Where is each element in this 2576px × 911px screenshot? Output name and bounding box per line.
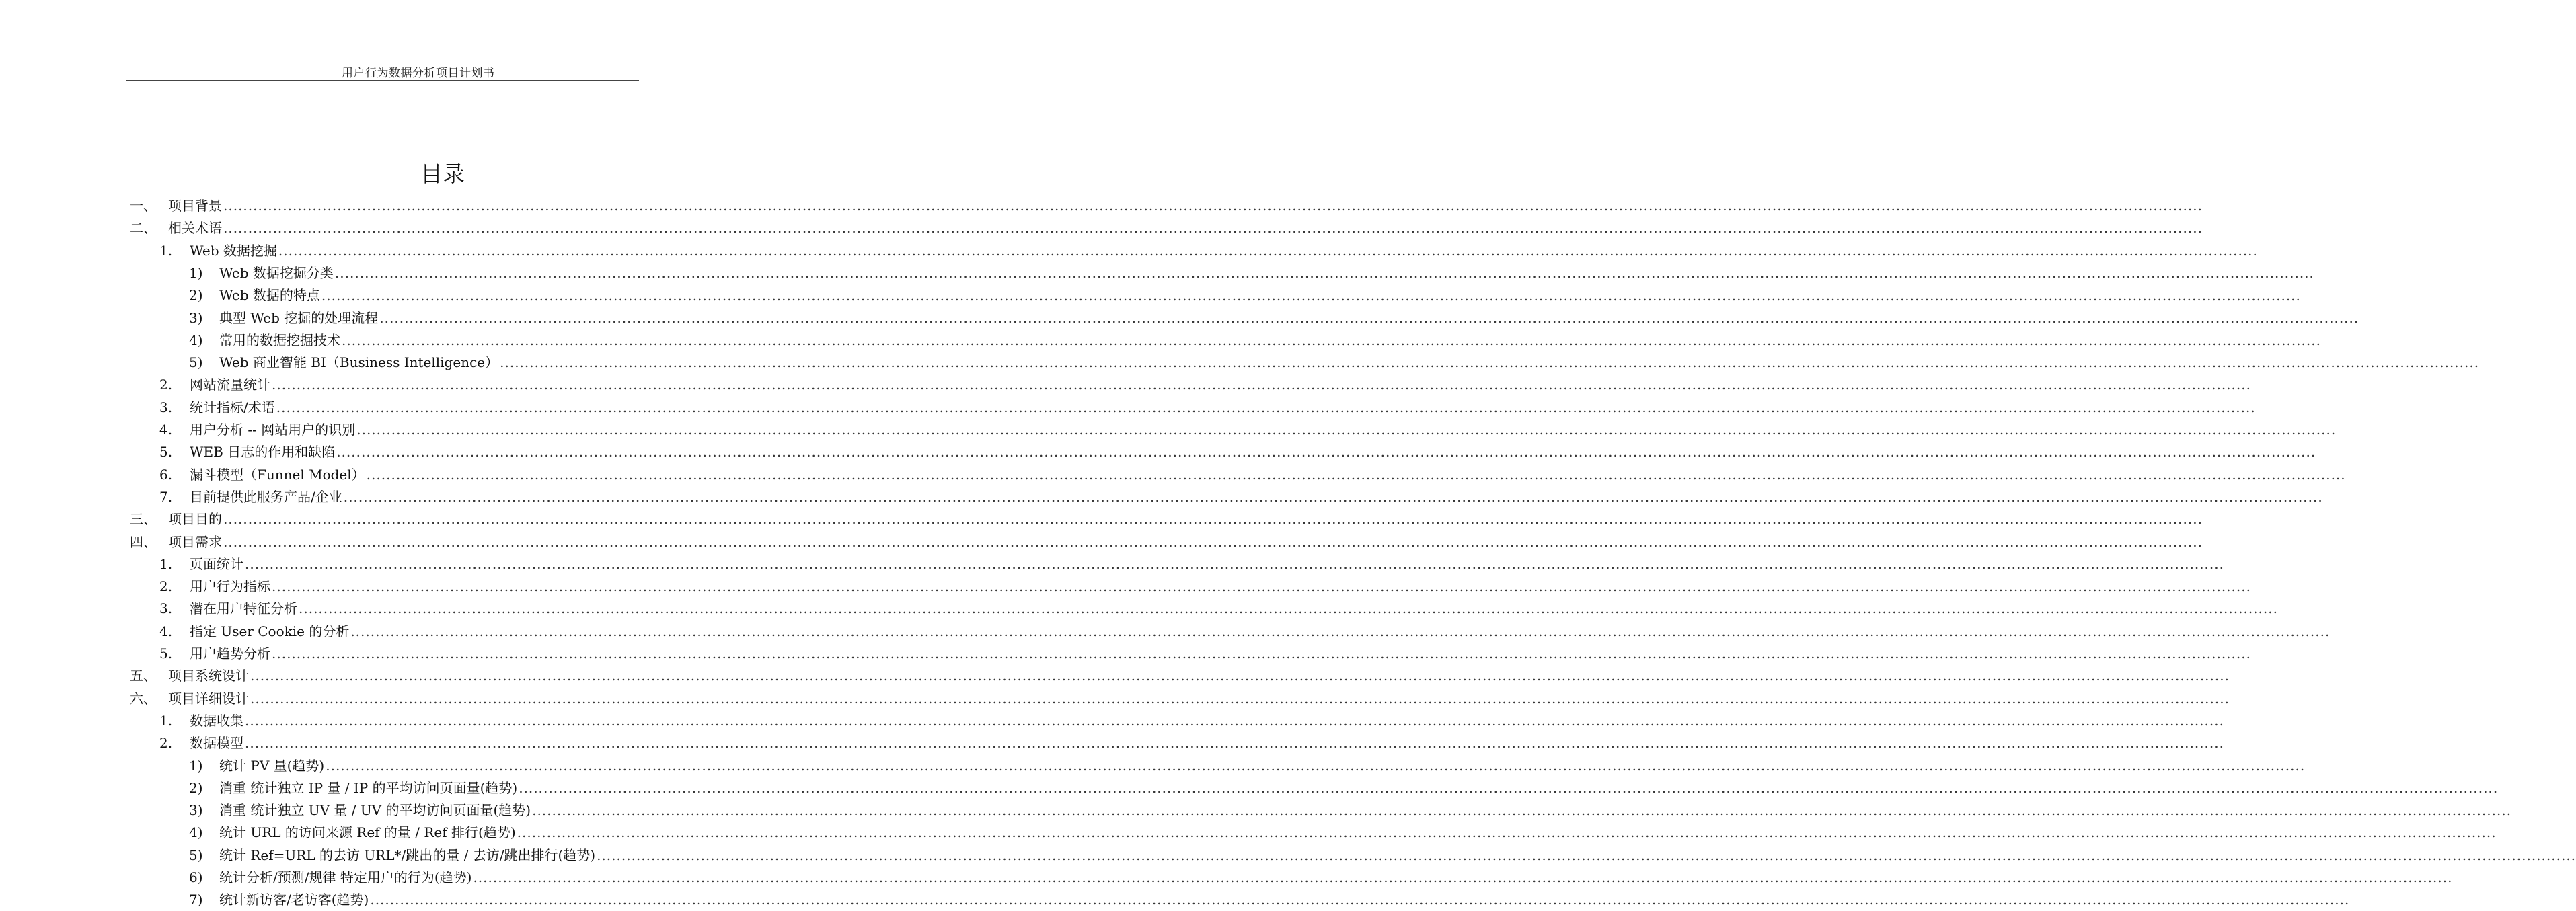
toc-entry-body [168,665,2230,687]
toc-entry-body [219,889,2350,911]
toc-entry-label: 消重 统计独立 IP 量 / IP 的平均访问页面量(趋势) [219,779,518,796]
toc-entry[interactable] [0,822,2497,844]
toc-dot-leader: ................................................................................................................................................................................................................................................................................................................................................................................................................ [223,198,2203,214]
toc-entry-number: 3) [189,802,203,819]
toc-entry-body [219,352,2480,374]
toc-dot-leader: ................................................................................................................................................................................................................................................................................................................................................................................................................ [334,264,2314,281]
toc-entry-label: Web 数据挖掘 [190,242,277,259]
toc-dot-leader: ................................................................................................................................................................................................................................................................................................................................................................................................................ [276,399,2256,415]
toc-entry-body [190,598,2278,620]
toc-dot-leader: ................................................................................................................................................................................................................................................................................................................................................................................................................ [250,668,2230,684]
toc-entry-label: WEB 日志的作用和缺陷 [190,444,336,461]
toc-entry-label: 数据模型 [190,735,243,752]
toc-entry-label: 用户行为指标 [190,578,270,595]
toc-entry[interactable] [0,217,2203,239]
toc-dot-leader: ................................................................................................................................................................................................................................................................................................................................................................................................................ [343,488,2323,505]
toc-entry-label: 潜在用户特征分析 [190,600,297,617]
toc-entry-number: 1. [159,712,173,729]
toc-entry-body [168,688,2230,710]
toc-entry[interactable] [0,284,2301,307]
toc-entry-body [190,464,2346,486]
toc-entry-label: 常用的数据挖掘技术 [219,331,340,348]
toc-entry[interactable] [0,755,2306,777]
toc-entry[interactable] [0,844,2576,867]
toc-dot-leader: ................................................................................................................................................................................................................................................................................................................................................................................................................ [223,533,2203,550]
toc-entry-label: 数据收集 [190,712,243,729]
toc-entry-body [190,732,2224,754]
toc-entry-body [190,643,2251,665]
toc-entry-body [190,441,2316,463]
toc-entry-body [168,195,2203,217]
toc-entry-body [190,419,2337,441]
toc-entry-label: 漏斗模型（Funnel Model） [190,466,365,483]
toc-entry-number: 7. [159,488,173,505]
toc-dot-leader: ................................................................................................................................................................................................................................................................................................................................................................................................................ [245,712,2224,729]
toc-entry-label: Web 商业智能 BI（Business Intelligence） [219,354,499,371]
toc-entry-number: 5) [189,354,203,371]
toc-entry-number: 3. [159,399,173,415]
toc-entry[interactable] [0,889,2350,911]
toc-entry[interactable] [0,307,2359,329]
toc-entry-number: 2. [159,735,173,752]
toc-entry-number: 6. [159,466,173,483]
toc-dot-leader: ................................................................................................................................................................................................................................................................................................................................................................................................................ [597,846,2576,863]
toc-entry-number: 五、 [130,668,157,684]
toc-entry-body [190,553,2224,576]
toc-entry-number: 2. [159,377,173,393]
toc-entry-number: 六、 [130,690,157,707]
toc-entry-label: 统计 URL 的访问来源 Ref 的量 / Ref 排行(趋势) [219,824,516,841]
toc-entry-body [190,621,2331,643]
toc-entry[interactable] [0,688,2230,710]
toc-dot-leader: ................................................................................................................................................................................................................................................................................................................................................................................................................ [519,779,2499,796]
toc-dot-leader: ................................................................................................................................................................................................................................................................................................................................................................................................................ [245,735,2224,752]
toc-entry-body [219,777,2499,799]
toc-entry-label: Web 数据挖掘分类 [219,264,334,281]
toc-dot-leader: ................................................................................................................................................................................................................................................................................................................................................................................................................ [342,331,2321,348]
toc-title: 目录 [420,161,465,187]
toc-entry-body [190,710,2224,732]
toc-entry-label: 统计分析/预测/规律 特定用户的行为(趋势) [219,869,472,885]
toc-dot-leader: ................................................................................................................................................................................................................................................................................................................................................................................................................ [223,220,2203,237]
toc-entry-label: 项目目的 [168,511,222,528]
toc-entry-label: 项目背景 [168,198,222,214]
toc-dot-leader: ................................................................................................................................................................................................................................................................................................................................................................................................................ [272,377,2251,393]
toc-entry[interactable] [0,643,2251,665]
toc-entry-label: 网站流量统计 [190,377,270,393]
toc-entry[interactable] [0,777,2499,799]
toc-dot-leader: ................................................................................................................................................................................................................................................................................................................................................................................................................ [223,511,2203,528]
toc-entry-number: 4) [189,824,203,841]
toc-entry-label: Web 数据的特点 [219,287,320,304]
toc-entry-number: 2. [159,578,173,595]
toc-entry-body [219,307,2359,329]
toc-entry-label: 统计 PV 量(趋势) [219,757,325,774]
toc-entry-number: 6) [189,869,203,885]
toc-dot-leader: ................................................................................................................................................................................................................................................................................................................................................................................................................ [473,869,2453,885]
toc-entry[interactable] [0,352,2480,374]
toc-entry-number: 1) [189,757,203,774]
toc-entry-body [168,508,2203,530]
toc-dot-leader: ................................................................................................................................................................................................................................................................................................................................................................................................................ [379,309,2359,326]
toc-entry-body [219,867,2453,889]
toc-entry[interactable] [0,576,2251,598]
toc-entry-label: 统计指标/术语 [190,399,275,415]
toc-entry-label: 项目需求 [168,533,222,550]
toc-entry[interactable] [0,262,2314,284]
toc-entry-number: 3) [189,309,203,326]
toc-entry-body [168,531,2203,553]
toc-dot-leader: ................................................................................................................................................................................................................................................................................................................................................................................................................ [299,600,2278,617]
toc-entry[interactable] [0,598,2278,620]
toc-entry-label: 用户分析 -- 网站用户的识别 [190,422,356,438]
toc-entry-number: 7) [189,892,203,908]
toc-entry-body [190,374,2251,396]
toc-dot-leader: ................................................................................................................................................................................................................................................................................................................................................................................................................ [272,578,2251,595]
toc-entry-label: 典型 Web 挖掘的处理流程 [219,309,379,326]
toc-entry[interactable] [0,374,2251,396]
toc-entry-body [190,486,2323,508]
toc-entry-body [219,799,2512,822]
toc-dot-leader: ................................................................................................................................................................................................................................................................................................................................................................................................................ [326,757,2306,774]
toc-dot-leader: ................................................................................................................................................................................................................................................................................................................................................................................................................ [250,690,2230,707]
toc-entry-label: 消重 统计独立 UV 量 / UV 的平均访问页面量(趋势) [219,802,531,819]
toc-entry-body [190,397,2256,419]
toc-entry[interactable] [0,464,2346,486]
toc-entry-number: 2) [189,779,203,796]
toc-dot-leader: ................................................................................................................................................................................................................................................................................................................................................................................................................ [500,354,2480,371]
toc-entry-body [190,576,2251,598]
toc-entry-body [219,262,2314,284]
toc-dot-leader: ................................................................................................................................................................................................................................................................................................................................................................................................................ [532,802,2512,819]
header-rule [126,80,639,81]
toc-entry[interactable] [0,329,2321,352]
toc-dot-leader: ................................................................................................................................................................................................................................................................................................................................................................................................................ [370,892,2350,908]
toc-entry-label: 相关术语 [168,220,222,237]
toc-entry[interactable] [0,195,2203,217]
toc-dot-leader: ................................................................................................................................................................................................................................................................................................................................................................................................................ [321,287,2301,304]
toc-entry[interactable] [0,867,2453,889]
toc-entry-body [219,844,2576,867]
toc-entry[interactable] [0,553,2224,576]
toc-entry[interactable] [0,508,2203,530]
toc-dot-leader: ................................................................................................................................................................................................................................................................................................................................................................................................................ [356,422,2337,438]
toc-entry[interactable] [0,665,2230,687]
toc-entry-number: 5. [159,645,173,662]
toc-dot-leader: ................................................................................................................................................................................................................................................................................................................................................................................................................ [336,444,2316,461]
running-header-title: 用户行为数据分析项目计划书 [342,67,495,80]
toc-entry-number: 4. [159,623,173,639]
toc-entry-number: 4. [159,422,173,438]
toc-entry-number: 2) [189,287,203,304]
toc-entry-number: 1. [159,555,173,572]
toc-entry[interactable] [0,732,2224,754]
toc-entry-number: 5. [159,444,173,461]
toc-entry-label: 页面统计 [190,555,243,572]
toc-entry-label: 目前提供此服务产品/企业 [190,488,342,505]
toc-entry-number: 3. [159,600,173,617]
toc-entry[interactable] [0,799,2512,822]
toc-entry[interactable] [0,531,2203,553]
toc-entry-body [219,755,2306,777]
toc-dot-leader: ................................................................................................................................................................................................................................................................................................................................................................................................................ [366,466,2346,483]
toc-entry-label: 用户趋势分析 [190,645,270,662]
toc-entry-label: 指定 User Cookie 的分析 [190,623,350,639]
toc-entry-label: 统计新访客/老访客(趋势) [219,892,369,908]
toc-entry-body [219,822,2497,844]
toc-entry[interactable] [0,397,2256,419]
toc-entry[interactable] [0,710,2224,732]
toc-entry[interactable] [0,486,2323,508]
toc-entry-body [190,240,2258,262]
toc-entry-number: 1. [159,242,173,259]
toc-dot-leader: ................................................................................................................................................................................................................................................................................................................................................................................................................ [278,242,2258,259]
toc-dot-leader: ................................................................................................................................................................................................................................................................................................................................................................................................................ [245,555,2224,572]
toc-entry[interactable] [0,441,2316,463]
toc-entry[interactable] [0,419,2337,441]
toc-entry[interactable] [0,240,2258,262]
toc-dot-leader: ................................................................................................................................................................................................................................................................................................................................................................................................................ [350,623,2331,639]
toc-entry-number: 二、 [130,220,157,237]
toc-dot-leader: ................................................................................................................................................................................................................................................................................................................................................................................................................ [517,824,2497,841]
toc-dot-leader: ................................................................................................................................................................................................................................................................................................................................................................................................................ [272,645,2251,662]
toc-entry-number: 1) [189,264,203,281]
toc-entry-number: 三、 [130,511,157,528]
toc-entry-body [219,284,2301,307]
toc-entry-number: 一、 [130,198,157,214]
toc-entry-label: 项目详细设计 [168,690,249,707]
toc-entry-label: 项目系统设计 [168,668,249,684]
toc-entry-body [168,217,2203,239]
toc-entry-body [219,329,2321,352]
toc-entry-number: 四、 [130,533,157,550]
toc-entry-number: 5) [189,846,203,863]
toc-entry-number: 4) [189,331,203,348]
toc-entry-label: 统计 Ref=URL 的去访 URL*/跳出的量 / 去访/跳出排行(趋势) [219,846,596,863]
toc-entry[interactable] [0,621,2331,643]
